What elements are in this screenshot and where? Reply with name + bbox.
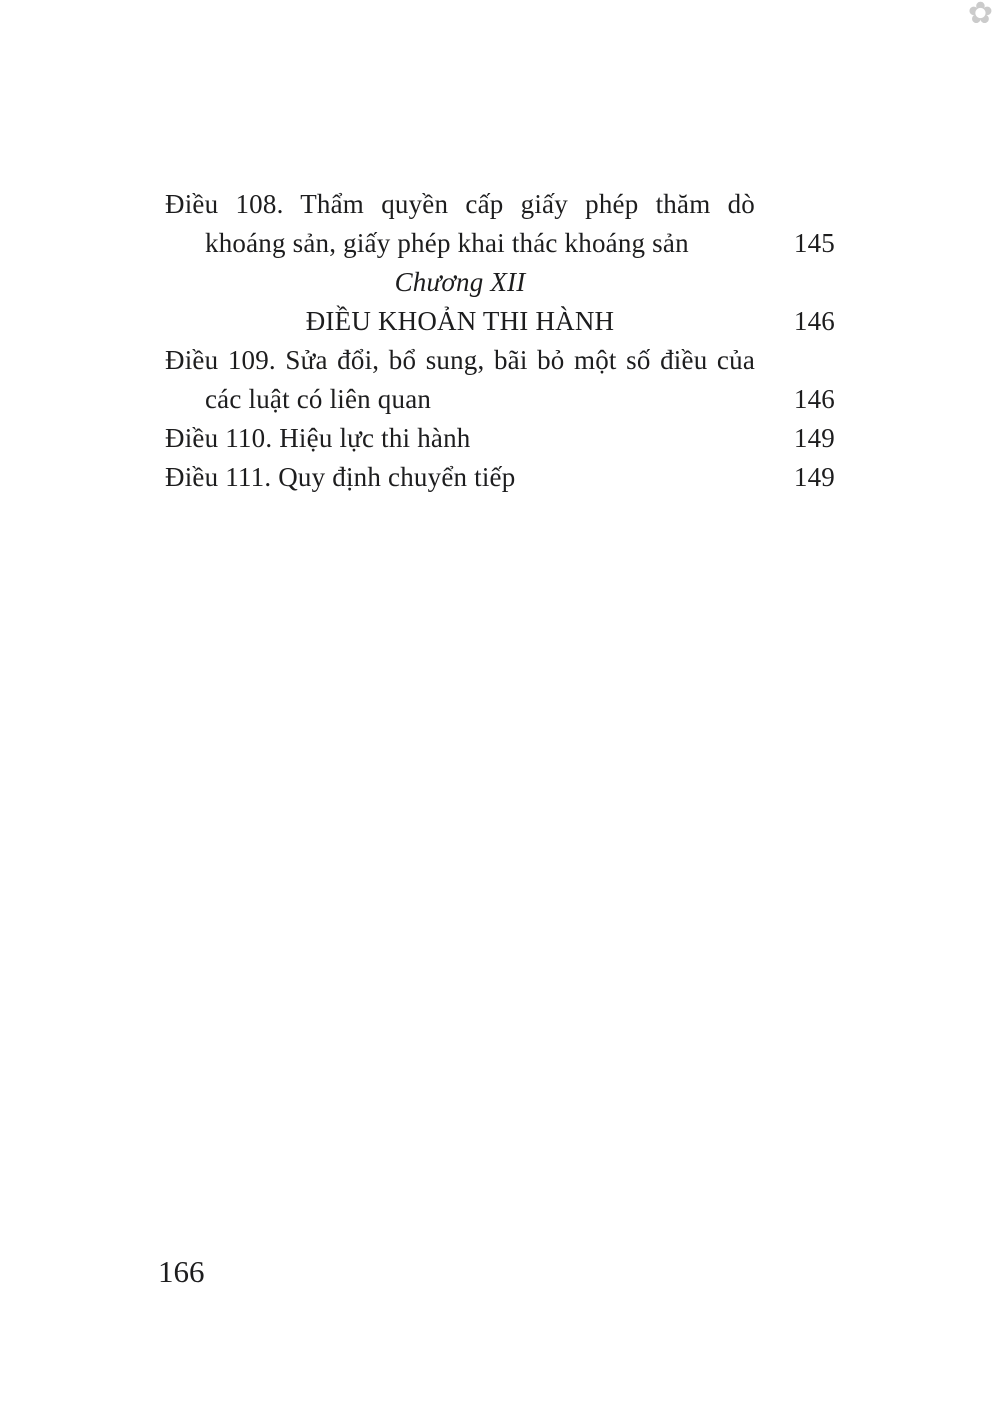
toc-row [165,224,835,263]
toc-row [165,302,835,341]
toc-row [165,458,835,497]
toc-row [165,185,835,224]
toc-entry-chuong-xii [165,263,835,341]
toc-entry-title-line1: Điều 109. Sửa đổi, bổ sung, bãi bỏ một số điều của [165,345,755,375]
toc-entry-dieu-108 [165,185,835,263]
toc-row [165,341,835,380]
toc-page-number: 145 [793,228,835,258]
flower-icon: ✿ [967,0,993,30]
toc-entry-title-line1: Điều 110. Hiệu lực thi hành [165,423,471,453]
toc-page-number: 146 [793,306,835,336]
chapter-title: ĐIỀU KHOẢN THI HÀNH [305,306,615,336]
toc-entry-title-line1: Điều 111. Quy định chuyển tiếp [165,462,516,492]
toc-page-number: 146 [793,384,835,414]
toc-row [165,380,835,419]
toc-row [165,419,835,458]
toc-page-number: 149 [793,423,835,453]
toc-entry-dieu-109 [165,341,835,419]
toc-row [165,263,835,302]
toc-entry-title-line2: các luật có liên quan [205,384,432,414]
chapter-number-label: Chương XII [394,267,526,297]
toc-entry-title-line2: khoáng sản, giấy phép khai thác khoáng sản [205,228,689,258]
table-of-contents [165,185,835,497]
toc-page-number: 149 [793,462,835,492]
toc-entry-title-line1: Điều 108. Thẩm quyền cấp giấy phép thăm dò [165,189,755,219]
folio-page-number: 166 [158,1254,205,1289]
toc-entry-dieu-110 [165,419,835,458]
toc-entry-dieu-111 [165,458,835,497]
